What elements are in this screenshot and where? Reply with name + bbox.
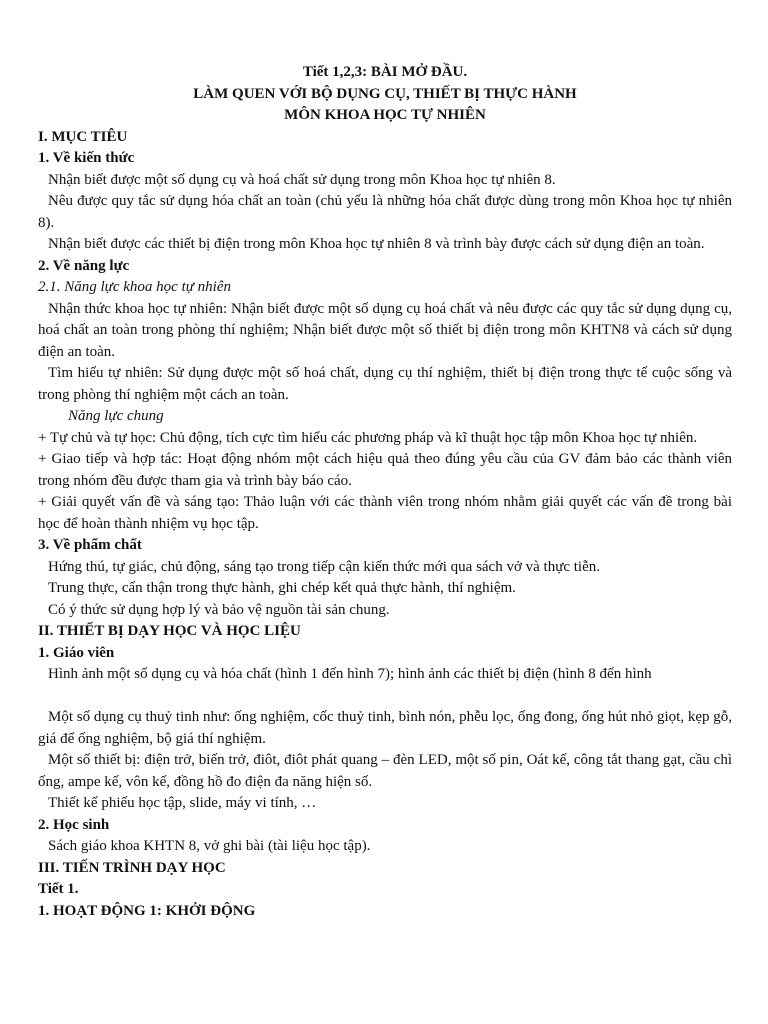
lesson-heading: Tiết 1. <box>38 881 79 897</box>
teacher-paragraph-3: Một số thiết bị: điện trở, biến trở, điôt, điôt phát quang – đèn LED, một số pin, Oát kế, công tắt thang gạt, cầu chì ống, ampe kế, vôn kế, đồng hồ đo điện đa năng hiện số. <box>38 752 732 790</box>
blank-line <box>38 686 732 708</box>
student-paragraph-1: Sách giáo khoa KHTN 8, vở ghi bài (tài liệu học tập). <box>48 838 371 854</box>
knowledge-heading: 1. Về kiến thức <box>38 150 135 166</box>
competence-paragraph-2: Tìm hiểu tự nhiên: Sử dụng được một số hoá chất, dụng cụ thí nghiệm, thiết bị điện trong thực tế cuộc sống và trong phòng thí nghiệm một cách an toàn. <box>38 365 732 403</box>
quality-heading: 3. Về phẩm chất <box>38 537 142 553</box>
quality-paragraph-3: Có ý thức sử dụng hợp lý và bảo vệ nguồn tài sản chung. <box>48 601 390 618</box>
quality-paragraph-2: Trung thực, cẩn thận trong thực hành, ghi chép kết quả thực hành, thí nghiệm. <box>48 580 516 596</box>
doc-title-line-2: LÀM QUEN VỚI BỘ DỤNG CỤ, THIẾT BỊ THỰC HÀNH <box>193 85 577 102</box>
competence-paragraph-1: Nhận thức khoa học tự nhiên: Nhận biết được một số dụng cụ hoá chất và nêu được các quy tắc sử dụng dụng cụ, hoá chất an toàn trong phòng thí nghiệm; Nhận biết được một số thiết bị điện trong môn KHTN8 và cách sử dụng điện an toàn. <box>38 300 732 360</box>
doc-title-line-3: MÔN KHOA HỌC TỰ NHIÊN <box>284 107 486 123</box>
competence-bullet-1: + Tự chủ và tự học: Chủ động, tích cực tìm hiểu các phương pháp và kĩ thuật học tập môn Khoa học tự nhiên. <box>38 429 698 446</box>
activity-heading: 1. HOẠT ĐỘNG 1: KHỞI ĐỘNG <box>38 902 256 919</box>
section-equipment-heading: II. THIẾT BỊ DẠY HỌC VÀ HỌC LIỆU <box>38 623 301 639</box>
knowledge-paragraph-2: Nêu được quy tắc sử dụng hóa chất an toàn (chủ yếu là những hóa chất được dùng trong môn Khoa học tự nhiên 8). <box>38 193 732 231</box>
section-procedure-heading: III. TIẾN TRÌNH DẠY HỌC <box>38 859 226 876</box>
knowledge-paragraph-3: Nhận biết được các thiết bị điện trong môn Khoa học tự nhiên 8 và trình bày được cách sử dụng điện an toàn. <box>48 236 705 252</box>
teacher-paragraph-1: Hình ảnh một số dụng cụ và hóa chất (hình 1 đến hình 7); hình ảnh các thiết bị điện (hình 8 đến hình <box>48 666 652 682</box>
knowledge-paragraph-1: Nhận biết được một số dụng cụ và hoá chất sử dụng trong môn Khoa học tự nhiên 8. <box>48 171 556 188</box>
competence-heading: 2. Về năng lực <box>38 257 130 274</box>
student-heading: 2. Học sinh <box>38 816 110 833</box>
general-competence-subheading: Năng lực chung <box>68 408 164 424</box>
teacher-heading: 1. Giáo viên <box>38 644 115 661</box>
teacher-paragraph-4: Thiết kế phiếu học tập, slide, máy vi tính, … <box>48 795 317 811</box>
quality-paragraph-1: Hứng thú, tự giác, chủ động, sáng tạo trong tiếp cận kiến thức mới qua sách vở và thực tiễn. <box>48 558 601 575</box>
section-objectives-heading: I. MỤC TIÊU <box>38 128 128 145</box>
teacher-paragraph-2: Một số dụng cụ thuỷ tinh như: ống nghiệm, cốc thuỷ tinh, bình nón, phễu lọc, ống đong, ống hút nhỏ giọt, kẹp gỗ, giá để ống nghiệm, bộ giá thí nghiệm. <box>38 709 732 747</box>
doc-title-line-1: Tiết 1,2,3: BÀI MỞ ĐẦU. <box>302 64 468 80</box>
competence-bullet-3: + Giải quyết vấn đề và sáng tạo: Thảo luận với các thành viên trong nhóm nhằm giải quyết các vấn đề trong bài học để hoàn thành nhiệm vụ học tập. <box>38 494 732 532</box>
competence-bullet-2: + Giao tiếp và hợp tác: Hoạt động nhóm một cách hiệu quả theo đúng yêu cầu của GV đảm bảo các thành viên trong nhóm đều được tham gia và trình bày báo cáo. <box>38 451 732 489</box>
natural-science-competence-subheading: 2.1. Năng lực khoa học tự nhiên <box>38 279 232 295</box>
